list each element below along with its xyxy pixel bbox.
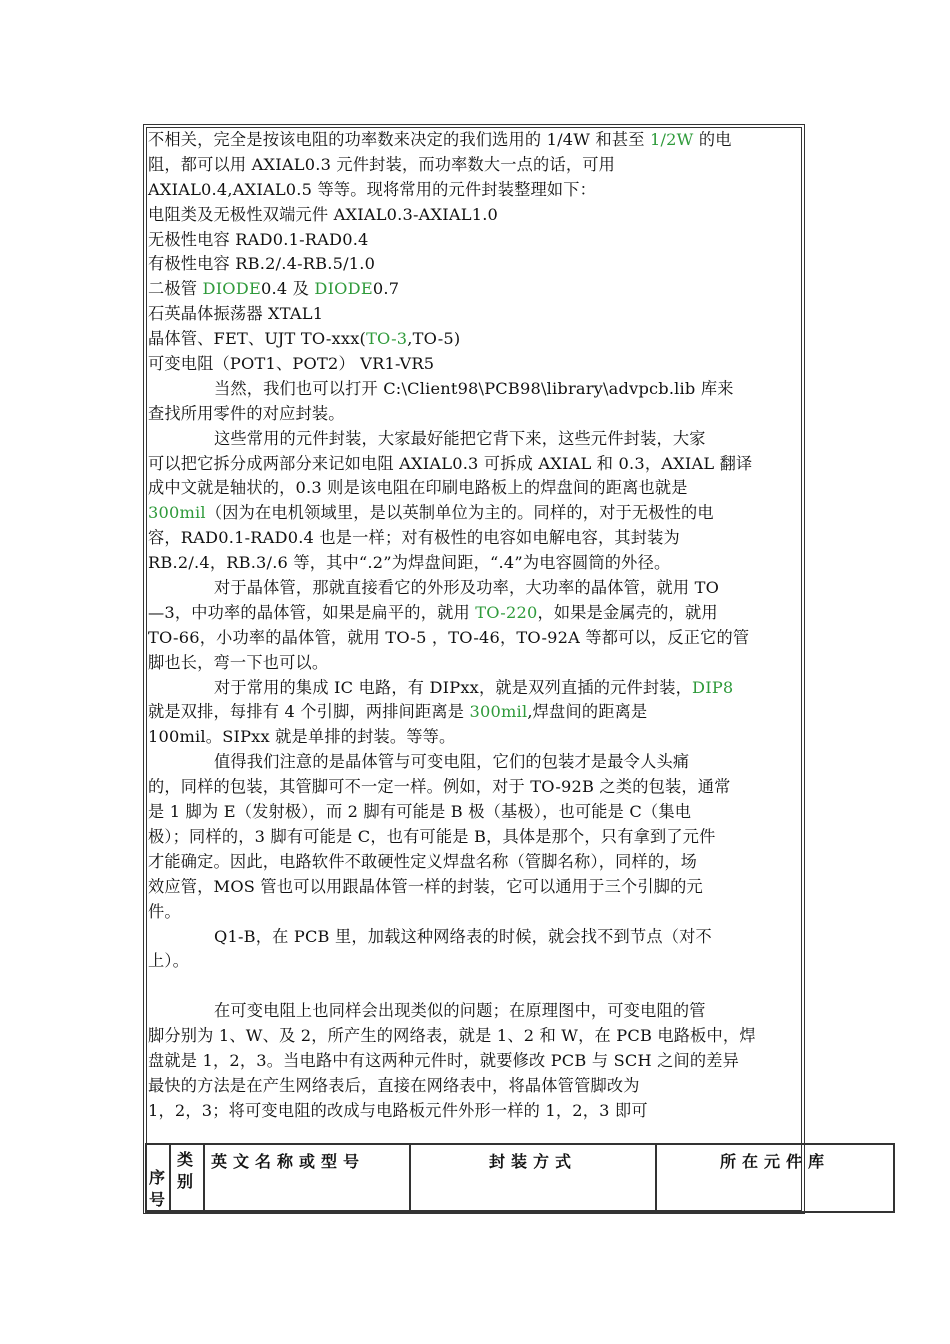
text-run: （因为在电机领域里，是以英制单位为主的。同样的，对于无极性的电: [205, 503, 714, 523]
header-seq: 序号: [146, 1144, 170, 1212]
text-run: 在可变电阻上也同样会出现类似的问题；在原理图中，可变电阻的管: [214, 1001, 706, 1021]
text-run: 盘就是 1，2，3。当电路中有这两种元件时，就要修改 PCB 与 SCH 之间的差异: [148, 1050, 740, 1070]
highlighted-term: 1/2W: [650, 130, 694, 149]
text-line: [148, 526, 808, 551]
text-run: 1，2，3；将可变电阻的改成与电路板元件外形一样的 1，2，3 即可: [148, 1100, 648, 1120]
body-text: [148, 128, 808, 1124]
text-run: 的，同样的包装，其管脚可不一定一样。例如，对于 TO-92B 之类的包装，通常: [148, 777, 731, 797]
text-run: 才能确定。因此，电路软件不敢硬性定义焊盘名称（管脚名称），同样的，场: [148, 851, 698, 871]
text-line: [148, 999, 808, 1024]
header-category: 类别: [170, 1144, 204, 1212]
text-run: 当然，我们也可以打开 C:\Client98\PCB98\library\advpcb.lib 库来: [214, 378, 734, 398]
text-run: AXIAL0.4,AXIAL0.5 等等。现将常用的元件封装整理如下：: [148, 179, 597, 199]
text-line: [148, 427, 808, 452]
text-run: —3，中功率的晶体管，如果是扁平的，就用: [148, 602, 476, 622]
highlighted-term: TO-3: [366, 329, 408, 349]
text-run: 100mil。SIPxx 就是单排的封装。等等。: [148, 727, 456, 747]
text-line: [148, 750, 808, 775]
text-run: 可变电阻（POT1、POT2） VR1-VR5: [148, 354, 435, 374]
text-line: [148, 501, 808, 526]
text-line: [148, 402, 808, 427]
highlighted-term: 300mil: [148, 503, 206, 523]
highlighted-term: DIP8: [692, 677, 734, 697]
text-run: TO-66，小功率的晶体管，就用 TO-5 ，TO-46，TO-92A 等都可以，反正它的管: [148, 627, 750, 647]
text-run: 0.4 及: [260, 279, 315, 299]
text-line: [148, 178, 808, 203]
text-run: 值得我们注意的是晶体管与可变电阻，它们的包装才是最令人头痛: [214, 752, 690, 772]
text-run: 效应管，MOS 管也可以用跟晶体管一样的封装，它可以通用于三个引脚的元: [148, 876, 703, 896]
highlighted-term: DIODE: [314, 279, 373, 299]
text-line: [148, 551, 808, 576]
header-library: 所在元件库: [656, 1144, 894, 1212]
text-line: [148, 800, 808, 825]
text-line: [148, 228, 808, 253]
text-run: 二极管: [148, 279, 203, 299]
text-run: 就是双排，每排有 4 个引脚，两排间距离是: [148, 702, 470, 722]
text-run: 脚分别为 1、W、及 2，所产生的网络表，就是 1、2 和 W，在 PCB 电路板中，焊: [148, 1026, 756, 1046]
text-line: [148, 153, 808, 178]
text-run: 的电: [693, 130, 732, 149]
header-name: 英文名称或型号: [204, 1144, 410, 1212]
text-run: 成中文就是轴状的，0.3 则是该电阻在印刷电路板上的焊盘间的距离也就是: [148, 478, 688, 498]
text-run: 件。: [148, 901, 181, 921]
highlighted-term: TO-220: [475, 602, 538, 622]
text-line: [148, 875, 808, 900]
highlighted-term: 300mil: [469, 702, 528, 722]
text-run: 对于常用的集成 IC 电路，有 DIPxx，就是双列直插的元件封装，: [214, 677, 693, 697]
text-line: [148, 725, 808, 750]
text-line: [148, 327, 808, 352]
text-line: [148, 825, 808, 850]
text-run: 脚也长，弯一下也可以。: [148, 652, 329, 672]
text-run: 对于晶体管，那就直接看它的外形及功率，大功率的晶体管，就用 TO: [214, 578, 720, 598]
text-run: 容，RAD0.1-RAD0.4 也是一样；对有极性的电容如电解电容，其封装为: [148, 528, 680, 548]
text-line: [148, 452, 808, 477]
text-run: 无极性电容 RAD0.1-RAD0.4: [148, 229, 369, 249]
text-run: ，如果是金属壳的，就用: [537, 602, 718, 622]
text-line: [148, 676, 808, 701]
text-line: [148, 925, 808, 950]
text-line: [148, 377, 808, 402]
text-line: [148, 302, 808, 327]
text-line: [148, 1099, 808, 1124]
text-run: 晶体管、FET、UJT TO-xxx(: [148, 329, 367, 349]
text-line: [148, 476, 808, 501]
text-run: 这些常用的元件封装，大家最好能把它背下来，这些元件封装，大家: [214, 428, 706, 448]
text-run: 石英晶体振荡器 XTAL1: [148, 304, 324, 324]
text-line: [148, 576, 808, 601]
blank-line: [148, 974, 808, 999]
text-run: 查找所用零件的对应封装。: [148, 403, 345, 423]
text-run: 可以把它拆分成两部分来记如电阻 AXIAL0.3 可拆成 AXIAL 和 0.3，AXIAL 翻译: [148, 453, 753, 473]
text-line: [148, 1024, 808, 1049]
text-run: 极）；同样的，3 脚有可能是 C，也有可能是 B，具体是那个，只有拿到了元件: [148, 826, 716, 846]
text-run: 电阻类及无极性双端元件 AXIAL0.3-AXIAL1.0: [148, 204, 499, 224]
text-line: [148, 252, 808, 277]
text-run: 是 1 脚为 E（发射极），而 2 脚有可能是 B 极（基极），也可能是 C（集电: [148, 802, 692, 822]
text-line: [148, 352, 808, 377]
text-run: 0.7: [372, 279, 400, 299]
text-run: 上）。: [148, 951, 190, 971]
text-line: [148, 1074, 808, 1099]
text-run: ,TO-5): [407, 329, 461, 349]
text-run: ,焊盘间的距离是: [527, 702, 648, 722]
highlighted-term: DIODE: [202, 279, 261, 299]
text-line: [148, 601, 808, 626]
text-line: [148, 651, 808, 676]
text-run: 最快的方法是在产生网络表后，直接在网络表中，将晶体管管脚改为: [148, 1075, 640, 1095]
text-line: [148, 277, 808, 302]
text-run: 有极性电容 RB.2/.4-RB.5/1.0: [148, 254, 376, 274]
text-line: [148, 1049, 808, 1074]
text-line: [148, 128, 808, 153]
text-line: [148, 850, 808, 875]
text-run: Q1-B，在 PCB 里，加载这种网络表的时候，就会找不到节点（对不: [214, 926, 712, 946]
text-line: [148, 900, 808, 925]
header-package: 封装方式: [410, 1144, 656, 1212]
text-run: 阻，都可以用 AXIAL0.3 元件封装，而功率数大一点的话，可用: [148, 154, 615, 174]
component-table-header: [145, 1143, 895, 1213]
text-run: RB.2/.4，RB.3/.6 等，其中“.2”为焊盘间距，“.4”为电容圆筒的外径。: [148, 553, 671, 573]
text-line: [148, 949, 808, 974]
text-run: 不相关，完全是按该电阻的功率数来决定的我们选用的 1/4W 和甚至: [148, 130, 650, 149]
text-line: [148, 203, 808, 228]
text-line: [148, 626, 808, 651]
text-line: [148, 700, 808, 725]
text-line: [148, 775, 808, 800]
